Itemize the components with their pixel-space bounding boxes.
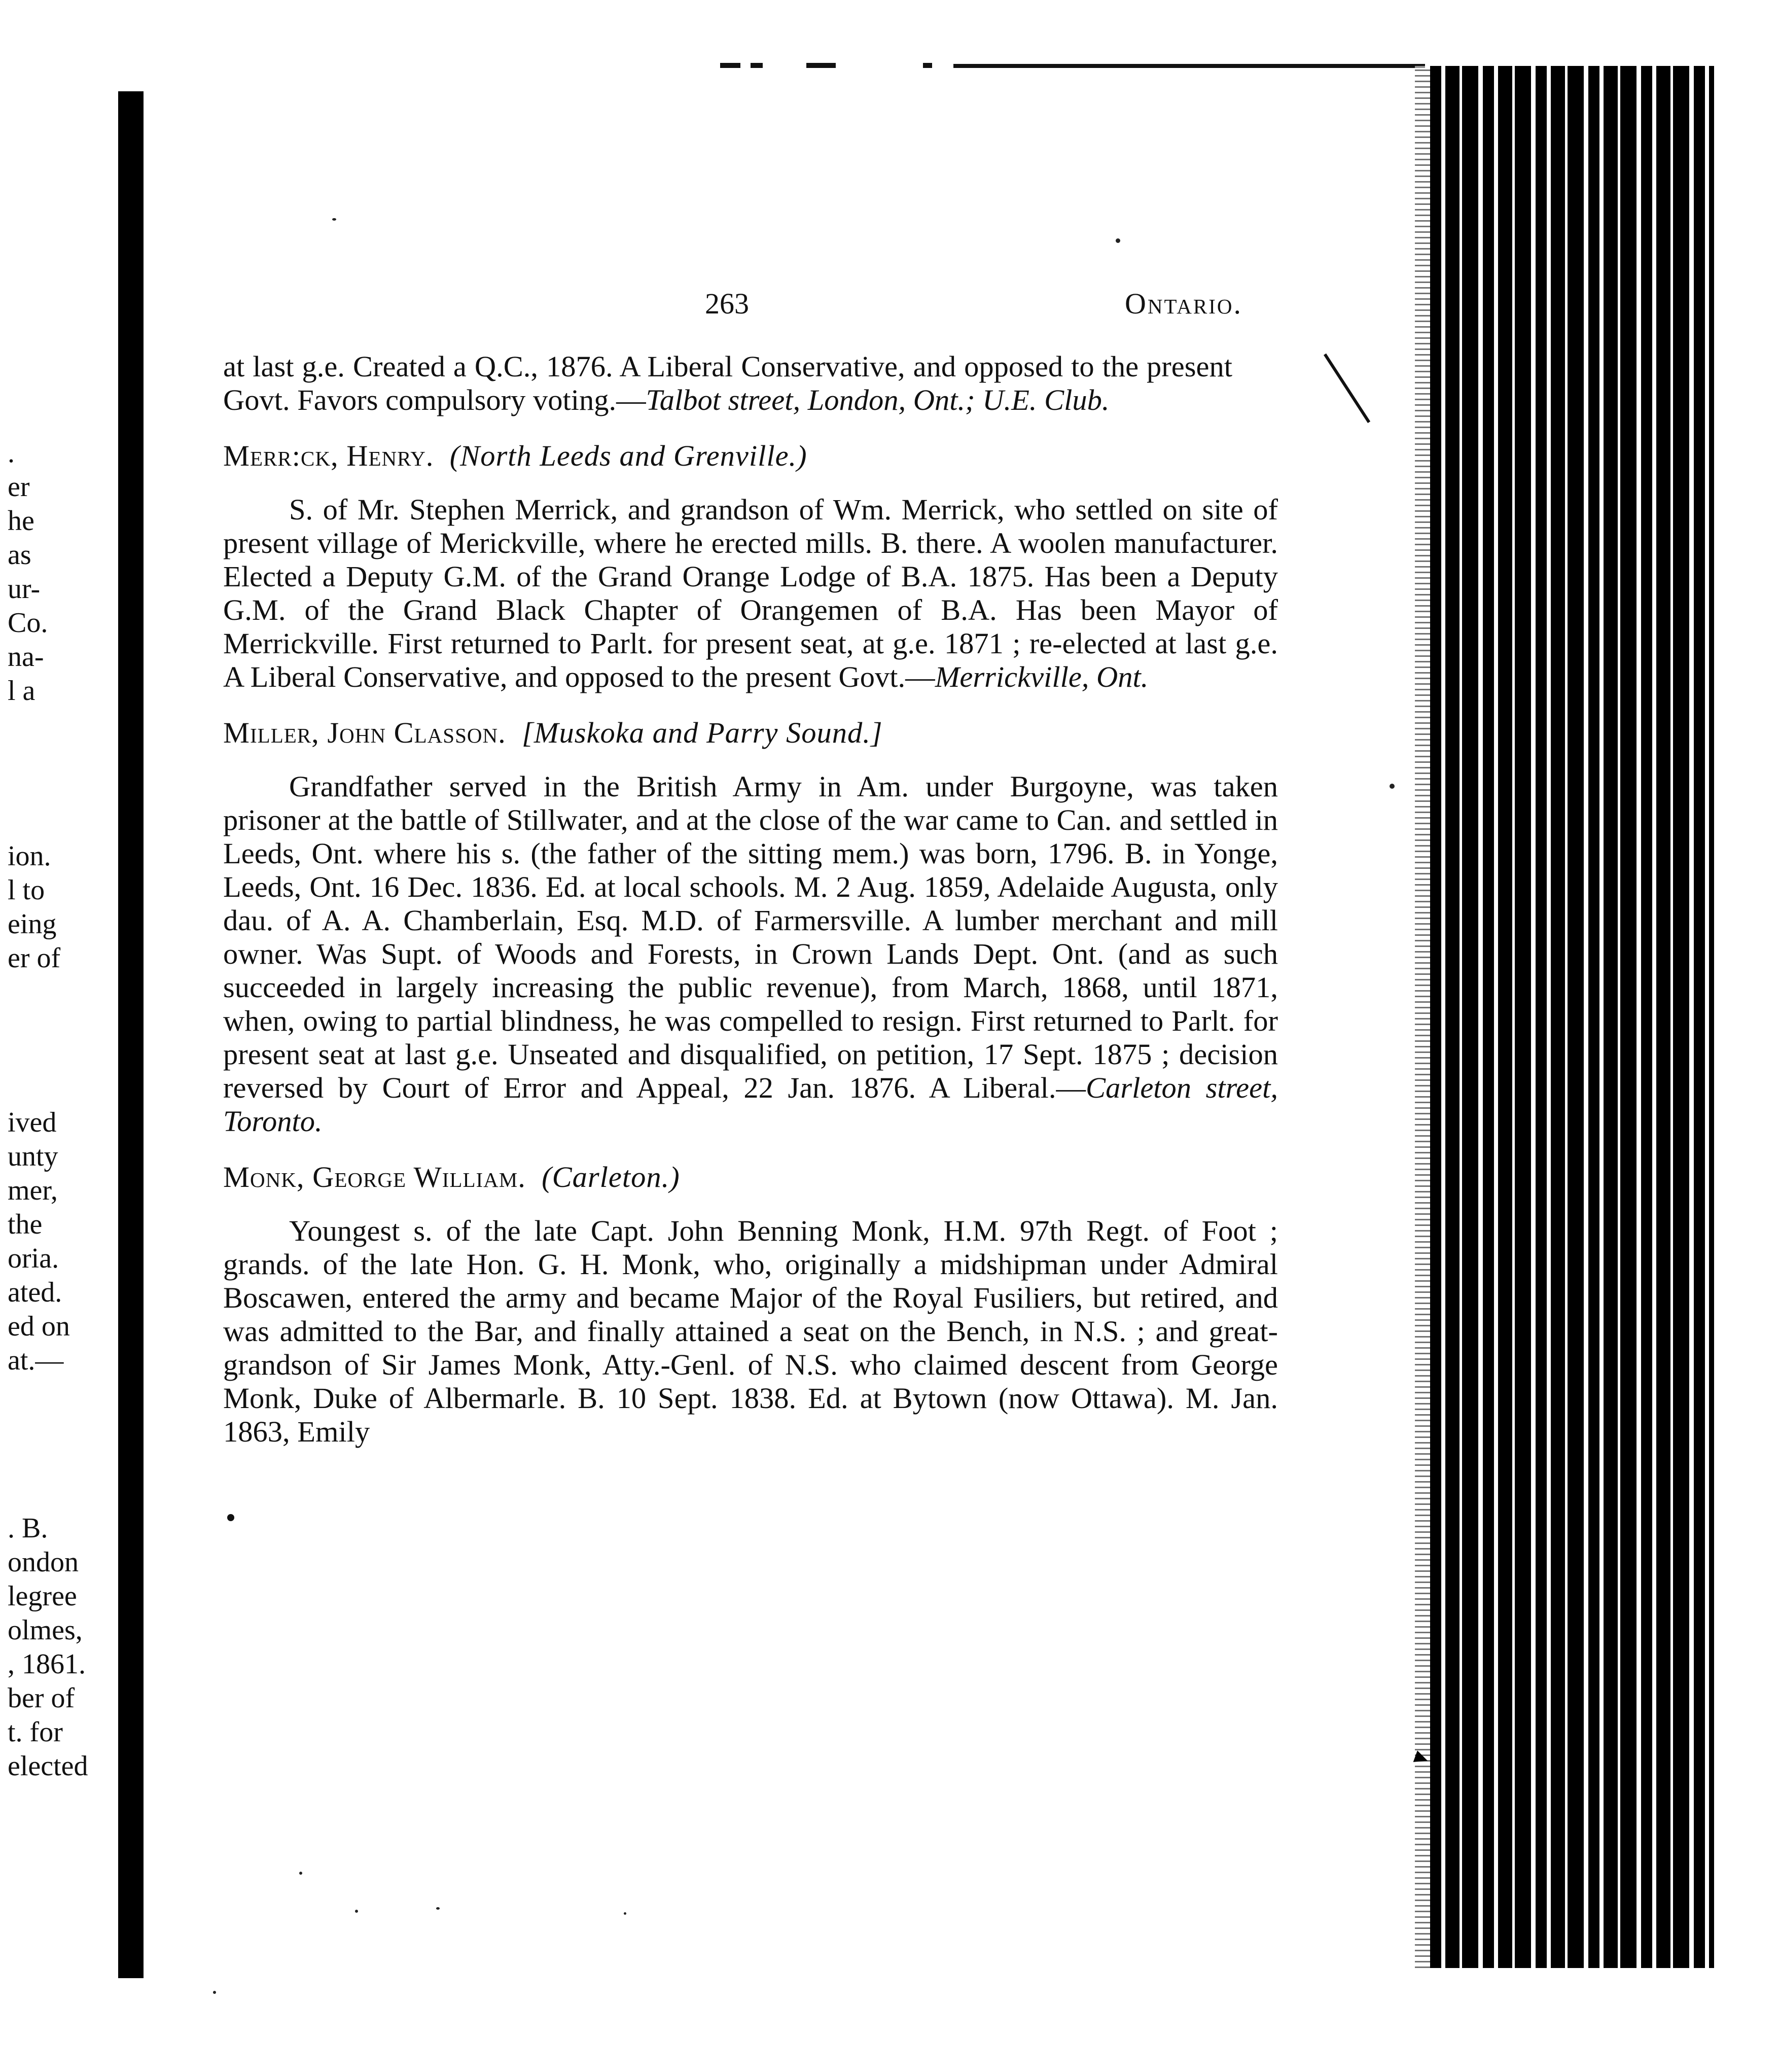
- member-name: Miller, John Classon.: [223, 716, 506, 749]
- page-body: [223, 350, 1278, 1449]
- fragment-line: elected: [8, 1750, 88, 1782]
- fragment-line: ated.: [8, 1277, 62, 1308]
- left-page-fragments-c: [8, 1106, 160, 1378]
- page-number: 263: [705, 287, 749, 320]
- fragment-line: ondon: [8, 1547, 79, 1578]
- scan-speck: [332, 218, 336, 221]
- fragment-line: ber of: [8, 1682, 75, 1714]
- scan-speck: [1116, 238, 1120, 243]
- biography: [223, 1214, 1278, 1449]
- left-page-fragments-a: [8, 436, 160, 708]
- scan-speck: [436, 1907, 440, 1910]
- entry-heading: [223, 1161, 1278, 1194]
- entry-address: Talbot street, London, Ont.; U.E. Club.: [646, 383, 1110, 416]
- fragment-line: l to: [8, 874, 45, 906]
- fragment-line: ed on: [8, 1311, 70, 1342]
- member-name: Monk, George William.: [223, 1161, 526, 1193]
- biography: [223, 493, 1278, 694]
- scan-speck: [624, 1912, 626, 1915]
- fragment-line: l a: [8, 675, 35, 707]
- margin-pen-stroke: [1324, 354, 1370, 423]
- top-edge-dash: [720, 63, 740, 68]
- fragment-line: unty: [8, 1141, 58, 1172]
- left-page-fragments-d: [8, 1512, 160, 1783]
- fragment-line: oria.: [8, 1243, 59, 1274]
- top-edge-dash: [806, 63, 836, 68]
- scan-speck: [299, 1872, 302, 1875]
- fragment-line: . B.: [8, 1513, 48, 1544]
- top-edge-dash: [751, 63, 763, 68]
- scan-speck: [355, 1910, 358, 1913]
- fragment-line: eing: [8, 908, 57, 940]
- fragment-line: ived: [8, 1107, 57, 1138]
- entry-body: S. of Mr. Stephen Merrick, and grandson of Wm. Merrick, who settled on site of present village of Merickville, where he erected mills. B. there. A woolen manufacturer. Elected a Deputy G.M. of the Grand Orange Lodge of B.A. 1875. Has been a Deputy G.M. of the Grand Black Chapter of Orangemen of B.A. Has been Mayor of Merrickville. First returned to Parlt. for present seat, at g.e. 1871 ; re-elected at last g.e. A Liberal Conservative, and opposed to the present Govt.—: [223, 493, 1278, 693]
- fragment-line: legree: [8, 1581, 77, 1612]
- entry-heading: [223, 716, 1278, 750]
- constituency: (North Leeds and Grenville.): [449, 439, 807, 472]
- fragment-line: mer,: [8, 1175, 58, 1206]
- fragment-line: Co.: [8, 607, 48, 639]
- fragment-line: er: [8, 471, 30, 503]
- top-edge-dash: [923, 63, 932, 68]
- entry-heading: [223, 439, 1278, 473]
- fragment-line: the: [8, 1209, 43, 1240]
- scan-speck: [213, 1991, 216, 1994]
- fragment-line: as: [8, 539, 31, 571]
- fragment-line: , 1861.: [8, 1648, 86, 1680]
- fragment-line: ion.: [8, 840, 51, 872]
- top-edge-rule: [953, 64, 1425, 68]
- constituency: (Carleton.): [542, 1161, 680, 1193]
- fragment-line: ur-: [8, 573, 41, 605]
- member-name: Merr:ck, Henry.: [223, 439, 434, 472]
- entry-body: Youngest s. of the late Capt. John Benning Monk, H.M. 97th Regt. of Foot ; grands. of the late Hon. G. H. Monk, who, originally a midshipman under Admiral Boscawen, entered the army and became Major of the Royal Fusiliers, but retired, and was admitted to the Bar, and finally attained a seat on the Bench, in N.S. ; and great-grandson of Sir James Monk, Atty.-Genl. of N.S. who claimed descent from George Monk, Duke of Albermarle. B. 10 Sept. 1838. Ed. at Bytown (now Ottawa). M. Jan. 1863, Emily: [223, 1214, 1278, 1448]
- entry-body: Grandfather served in the British Army in Am. under Burgoyne, was taken prisoner at the battle of Stillwater, and at the close of the war came to Can. and settled in Leeds, Ont. where his s. (the father of the sitting mem.) was born, 1796. B. in Yonge, Leeds, Ont. 16 Dec. 1836. Ed. at local schools. M. 2 Aug. 1859, Adelaide Augusta, only dau. of A. A. Chamberlain, Esq. M.D. of Farmersville. A lumber merchant and mill owner. Was Supt. of Woods and Forests, in Crown Lands Dept. Ont. (and as such succeeded in largely increasing the public revenue), from March, 1868, until 1871, when, owing to partial blindness, he was compelled to resign. First returned to Parlt. for present seat at last g.e. Unseated and disqualified, on petition, 17 Sept. 1875 ; decision reversed by Court of Error and Appeal, 22 Jan. 1876. A Liberal.—: [223, 770, 1278, 1104]
- fragment-line: he: [8, 505, 34, 537]
- left-page-fragments-b: [8, 839, 160, 975]
- fragment-line: at.—: [8, 1345, 64, 1376]
- constituency: [Muskoka and Parry Sound.]: [522, 716, 883, 749]
- fragment-line: olmes,: [8, 1614, 83, 1646]
- biography: [223, 770, 1278, 1138]
- fragment-line: er of: [8, 942, 61, 974]
- fragment-line: t. for: [8, 1716, 63, 1748]
- entry-address: Merrickville, Ont.: [935, 660, 1149, 693]
- entry-address: Carleton street, Toronto.: [223, 1071, 1278, 1138]
- running-head: [223, 287, 1242, 327]
- fragment-line: na-: [8, 641, 44, 673]
- margin-bullet-mark: [227, 1514, 234, 1521]
- scan-speck: [1390, 784, 1395, 789]
- fragment-line: .: [8, 437, 15, 469]
- page-stack-edges: [1430, 66, 1714, 1968]
- running-title: Ontario.: [1125, 287, 1242, 320]
- continued-entry: [223, 350, 1232, 417]
- entry-body: at last g.e. Created a Q.C., 1876. A Liberal Conservative, and opposed to the present Govt. Favors compulsory voting.—: [223, 350, 1232, 416]
